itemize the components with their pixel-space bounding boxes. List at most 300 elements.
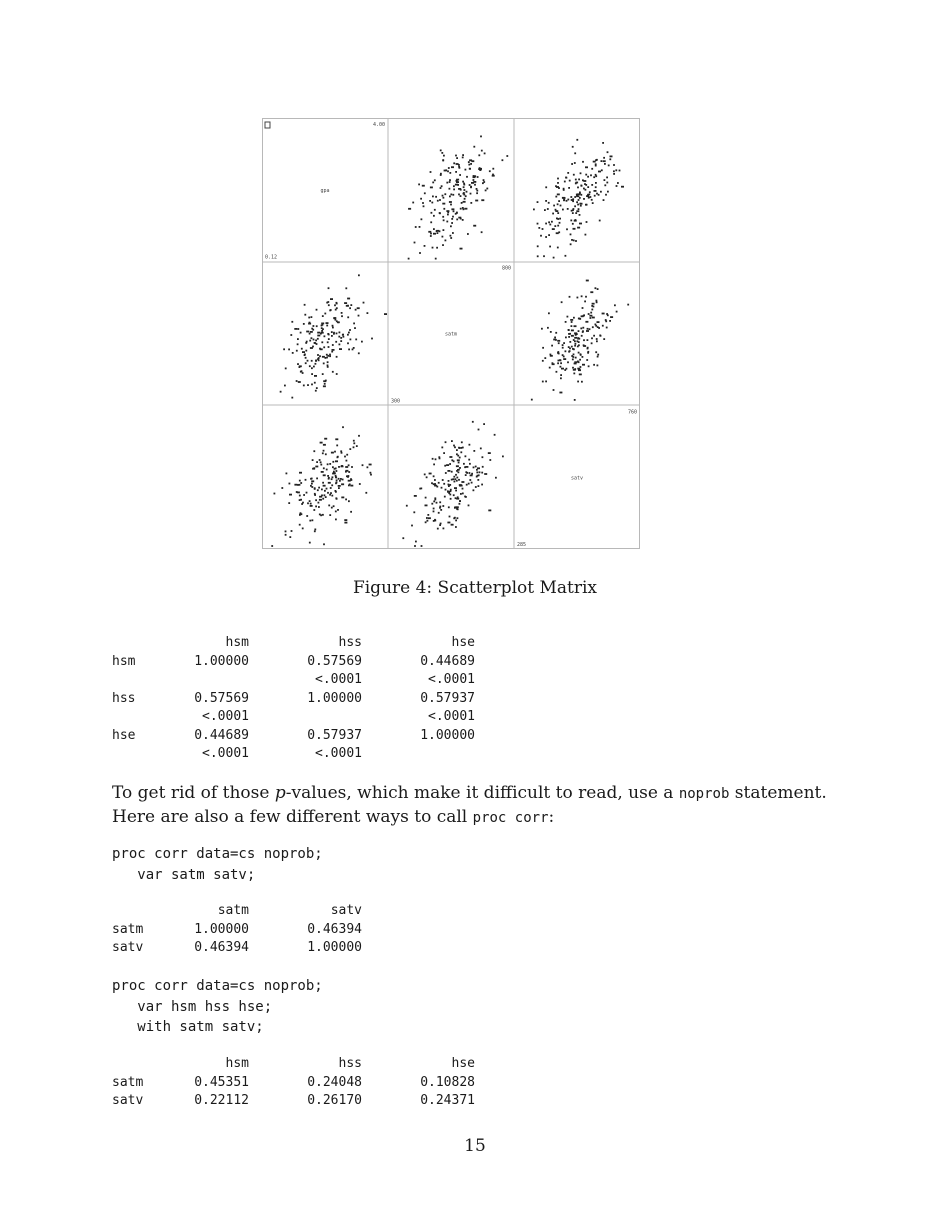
scatter-point bbox=[448, 484, 450, 486]
scatter-point bbox=[427, 520, 429, 522]
scatter-point bbox=[587, 186, 589, 188]
scatter-point bbox=[484, 153, 486, 155]
scatter-point bbox=[439, 458, 441, 460]
scatter-point bbox=[335, 477, 337, 479]
scatter-point bbox=[433, 511, 435, 513]
scatter-point bbox=[453, 460, 455, 462]
scatter-point bbox=[465, 496, 467, 498]
scatter-point bbox=[456, 180, 458, 182]
scatter-point bbox=[444, 170, 447, 172]
scatter-point bbox=[585, 166, 588, 168]
scatter-point bbox=[319, 459, 321, 461]
scatter-point bbox=[296, 380, 298, 382]
scatter-point bbox=[573, 317, 575, 319]
scatter-point bbox=[561, 301, 563, 303]
scatter-point bbox=[566, 228, 568, 230]
scatter-point bbox=[451, 524, 454, 526]
scatter-point bbox=[441, 185, 443, 187]
scatter-point bbox=[447, 170, 449, 172]
scatter-point bbox=[544, 209, 546, 211]
scatter-point bbox=[494, 434, 496, 436]
scatter-point bbox=[299, 472, 302, 474]
scatter-point bbox=[492, 174, 494, 176]
scatter-point bbox=[457, 184, 459, 186]
scatter-point bbox=[327, 333, 329, 335]
scatter-point bbox=[453, 445, 455, 447]
scatter-point bbox=[436, 486, 438, 488]
scatter-point bbox=[456, 212, 458, 214]
scatter-point bbox=[484, 473, 487, 475]
scatter-point bbox=[468, 161, 470, 163]
scatter-point bbox=[427, 514, 429, 516]
scatter-point bbox=[613, 173, 615, 175]
scatter-point bbox=[312, 459, 314, 461]
scatter-point bbox=[340, 478, 342, 480]
scatter-point bbox=[425, 521, 427, 523]
scatter-point bbox=[614, 304, 616, 306]
scatter-point bbox=[439, 230, 441, 232]
scatter-point bbox=[328, 482, 331, 484]
scatter-point bbox=[583, 315, 585, 317]
scatter-point bbox=[570, 319, 573, 321]
scatter-point bbox=[449, 196, 451, 198]
diagonal-variable-label: satm bbox=[444, 331, 458, 338]
scatter-point bbox=[443, 197, 445, 199]
scatter-point bbox=[563, 189, 565, 191]
axis-min-label: 285 bbox=[517, 542, 527, 549]
scatter-point bbox=[452, 194, 454, 196]
scatter-point bbox=[328, 477, 330, 479]
scatter-point bbox=[595, 165, 597, 167]
scatter-point bbox=[548, 202, 550, 204]
scatter-point bbox=[462, 493, 464, 495]
scatter-point bbox=[328, 287, 330, 289]
scatter-point bbox=[565, 321, 567, 323]
scatter-point bbox=[338, 485, 341, 487]
scatter-point bbox=[331, 331, 333, 333]
scatter-point bbox=[297, 343, 299, 345]
scatter-point bbox=[482, 466, 484, 468]
scatterplot-matrix-figure bbox=[262, 118, 640, 549]
scatter-point bbox=[470, 193, 472, 195]
scatter-point bbox=[592, 202, 594, 204]
scatter-point bbox=[608, 165, 610, 167]
scatter-point bbox=[356, 445, 358, 447]
code-line: proc corr data=cs noprob; bbox=[112, 978, 323, 994]
scatter-point bbox=[610, 156, 613, 158]
scatter-point bbox=[481, 199, 484, 201]
scatter-point bbox=[335, 319, 337, 321]
scatter-point bbox=[473, 225, 476, 227]
scatter-point bbox=[570, 234, 572, 236]
scatter-point bbox=[569, 348, 571, 350]
scatter-point bbox=[331, 484, 333, 486]
scatter-point bbox=[327, 366, 329, 368]
scatter-point bbox=[482, 456, 484, 458]
scatter-point bbox=[548, 312, 550, 314]
scatter-point bbox=[593, 364, 595, 366]
scatter-point bbox=[572, 367, 574, 369]
scatter-point bbox=[469, 168, 471, 170]
scatter-point bbox=[574, 205, 576, 207]
scatter-point bbox=[448, 492, 450, 494]
scatter-point bbox=[553, 339, 556, 341]
scatter-point bbox=[280, 391, 282, 393]
scatter-point bbox=[586, 280, 589, 282]
scatter-point bbox=[302, 528, 304, 530]
scatter-point bbox=[567, 361, 569, 363]
row-label: satm bbox=[112, 921, 144, 937]
table-cell: 0.57937 bbox=[420, 690, 475, 706]
scatter-point bbox=[575, 343, 577, 345]
scatter-point bbox=[596, 300, 598, 302]
scatter-point bbox=[458, 164, 460, 166]
scatter-point bbox=[438, 512, 440, 514]
scatter-point bbox=[440, 509, 442, 511]
scatter-point bbox=[595, 287, 597, 289]
scatter-point bbox=[331, 495, 333, 497]
scatter-point bbox=[439, 507, 441, 509]
scatter-point bbox=[444, 465, 446, 467]
scatter-point bbox=[289, 536, 291, 538]
scatter-point bbox=[460, 248, 463, 250]
scatter-point bbox=[307, 360, 309, 362]
scatter-point bbox=[330, 298, 333, 300]
scatter-point bbox=[328, 505, 330, 507]
scatter-point bbox=[351, 479, 353, 481]
scatter-point bbox=[439, 524, 441, 526]
scatter-point bbox=[332, 327, 334, 329]
scatter-point bbox=[604, 184, 606, 186]
scatter-point bbox=[446, 182, 448, 184]
scatter-point bbox=[462, 219, 464, 221]
scatter-point bbox=[442, 244, 444, 246]
table-cell: 0.24371 bbox=[420, 1093, 475, 1108]
scatter-point bbox=[594, 190, 597, 192]
scatter-point bbox=[332, 476, 334, 478]
scatter-point bbox=[597, 288, 599, 290]
scatter-point bbox=[362, 464, 364, 466]
scatter-point bbox=[580, 203, 583, 205]
scatter-point bbox=[323, 467, 325, 469]
scatter-point bbox=[458, 479, 460, 481]
scatter-point bbox=[462, 157, 464, 159]
scatter-point bbox=[573, 369, 576, 371]
scatter-point bbox=[590, 174, 592, 176]
axis-max-label: 760 bbox=[627, 409, 637, 416]
column-header: hsm bbox=[225, 635, 249, 650]
scatter-point bbox=[337, 509, 339, 511]
scatter-point bbox=[451, 208, 454, 210]
scatter-point bbox=[591, 168, 593, 170]
scatter-point bbox=[442, 505, 444, 507]
scatter-point bbox=[303, 323, 305, 325]
scatter-point bbox=[342, 479, 344, 481]
scatter-point bbox=[313, 366, 315, 368]
scatter-point bbox=[502, 456, 504, 458]
scatter-point bbox=[424, 245, 426, 247]
scatter-point bbox=[449, 181, 451, 183]
scatter-point bbox=[481, 472, 483, 474]
axis-min-label: 300 bbox=[391, 398, 401, 405]
scatter-point bbox=[323, 543, 325, 545]
scatter-point bbox=[575, 212, 577, 214]
scatter-point bbox=[478, 154, 480, 156]
scatter-point bbox=[302, 372, 304, 374]
scatter-point bbox=[406, 505, 408, 507]
scatter-point bbox=[619, 170, 621, 172]
scatter-point bbox=[592, 317, 595, 319]
scatter-point bbox=[578, 179, 580, 181]
scatter-point bbox=[291, 321, 293, 323]
scatter-point bbox=[581, 381, 583, 383]
scatter-point bbox=[348, 349, 350, 351]
scatter-point bbox=[565, 255, 567, 257]
scatter-point bbox=[437, 232, 439, 234]
row-label: satv bbox=[112, 940, 144, 955]
scatter-point bbox=[574, 325, 577, 327]
scatter-point bbox=[447, 490, 449, 492]
scatter-point bbox=[455, 490, 457, 492]
scatter-point bbox=[319, 496, 322, 498]
scatter-point bbox=[459, 500, 461, 502]
code-line: proc corr data=cs noprob; bbox=[112, 846, 323, 862]
scatter-point bbox=[576, 195, 579, 197]
scatter-point bbox=[285, 534, 287, 536]
scatter-point bbox=[447, 522, 450, 524]
scatter-point bbox=[298, 381, 301, 383]
scatter-point bbox=[458, 471, 460, 473]
scatter-point bbox=[336, 302, 338, 304]
scatter-point bbox=[322, 498, 324, 500]
scatter-point bbox=[577, 368, 579, 370]
scatter-point bbox=[305, 362, 307, 364]
scatter-point bbox=[408, 258, 410, 260]
scatter-point bbox=[588, 365, 590, 367]
scatter-point bbox=[591, 199, 593, 201]
scatter-point bbox=[326, 325, 328, 327]
scatter-point bbox=[284, 385, 286, 387]
scatter-point bbox=[464, 198, 466, 200]
scatter-point bbox=[478, 485, 480, 487]
scatter-point bbox=[322, 514, 324, 516]
scatter-point bbox=[438, 482, 440, 484]
scatter-point bbox=[437, 528, 439, 530]
scatter-point bbox=[567, 172, 569, 174]
scatter-point bbox=[582, 179, 584, 181]
body-paragraph: To get rid of those p-values, which make it difficult to read, use a noprob statement. Here are also a few different ways to call proc corr: bbox=[112, 783, 827, 827]
table-row bbox=[112, 727, 475, 746]
scatter-point bbox=[345, 499, 347, 501]
scatter-point bbox=[347, 342, 349, 344]
scatter-point bbox=[424, 474, 426, 476]
table-cell: 0.44689 bbox=[194, 727, 249, 743]
scatter-point bbox=[331, 507, 333, 509]
scatter-point bbox=[317, 335, 320, 337]
scatter-point bbox=[348, 471, 350, 473]
scatter-point bbox=[336, 445, 338, 447]
scatter-point bbox=[585, 174, 587, 176]
scatter-point bbox=[462, 447, 464, 449]
scatter-point bbox=[349, 329, 351, 331]
scatter-point bbox=[554, 225, 556, 227]
scatter-point bbox=[560, 374, 562, 376]
code-line: var satm satv; bbox=[112, 866, 256, 883]
table-cell: 0.45351 bbox=[194, 1074, 249, 1090]
scatter-point bbox=[441, 447, 443, 449]
scatter-point bbox=[353, 446, 355, 448]
scatter-point bbox=[300, 512, 302, 514]
scatter-point bbox=[598, 194, 600, 196]
scatter-point bbox=[469, 472, 471, 474]
scatter-point bbox=[577, 381, 579, 383]
scatter-point bbox=[306, 331, 309, 333]
scatter-point bbox=[578, 208, 580, 210]
pvalue-cell: <.0001 bbox=[428, 709, 475, 724]
scatter-point bbox=[593, 161, 596, 163]
scatter-point bbox=[309, 340, 311, 342]
scatter-point bbox=[586, 195, 589, 197]
scatter-point bbox=[446, 221, 448, 223]
scatter-point bbox=[602, 325, 604, 327]
scatter-point bbox=[326, 354, 328, 356]
scatter-point bbox=[577, 187, 579, 189]
scatter-point bbox=[477, 176, 479, 178]
scatter-point bbox=[346, 460, 348, 462]
scatter-point bbox=[313, 339, 315, 341]
scatter-point bbox=[562, 344, 564, 346]
scatter-point bbox=[299, 480, 301, 482]
scatter-point bbox=[442, 479, 444, 481]
scatter-point bbox=[363, 302, 365, 304]
scatter-point bbox=[616, 311, 618, 313]
scatter-point bbox=[591, 305, 593, 307]
pvalue-row bbox=[112, 745, 475, 764]
scatter-point bbox=[449, 172, 451, 174]
scatter-point bbox=[310, 505, 313, 507]
scatter-point bbox=[450, 498, 452, 500]
scatter-point bbox=[598, 171, 601, 173]
scatter-point bbox=[335, 309, 337, 311]
scatter-point bbox=[371, 338, 373, 340]
scatter-point bbox=[309, 520, 311, 522]
scatter-point bbox=[299, 365, 302, 367]
scatter-point bbox=[339, 344, 341, 346]
scatter-point bbox=[555, 196, 557, 198]
scatter-point bbox=[443, 452, 445, 454]
scatter-point bbox=[542, 347, 544, 349]
scatter-point bbox=[285, 531, 287, 533]
scatter-point bbox=[432, 458, 434, 460]
scatter-point bbox=[312, 468, 315, 470]
scatter-point bbox=[332, 325, 334, 327]
scatter-point bbox=[473, 179, 475, 181]
scatter-point bbox=[591, 184, 593, 186]
scatter-point bbox=[569, 350, 571, 352]
scatter-point bbox=[436, 247, 438, 249]
scatter-point bbox=[367, 466, 369, 468]
scatter-point bbox=[339, 348, 342, 350]
axis-max-label: 4.00 bbox=[372, 122, 385, 128]
scatter-point bbox=[425, 497, 427, 499]
scatter-point bbox=[441, 152, 443, 154]
scatter-point bbox=[343, 336, 345, 338]
scatter-point bbox=[549, 224, 551, 226]
scatter-point bbox=[307, 502, 309, 504]
scatter-point bbox=[541, 328, 543, 330]
scatter-point bbox=[465, 471, 467, 473]
scatter-point bbox=[585, 204, 587, 206]
diagonal-variable-label: satv bbox=[570, 475, 584, 482]
scatter-point bbox=[466, 176, 468, 178]
scatter-point bbox=[476, 472, 478, 474]
scatter-point bbox=[562, 347, 564, 349]
scatter-point bbox=[477, 475, 479, 477]
scatter-point bbox=[570, 196, 572, 198]
scatter-point bbox=[557, 362, 559, 364]
scatter-point bbox=[288, 502, 290, 504]
table-cell: 0.26170 bbox=[307, 1093, 362, 1108]
scatter-point bbox=[587, 352, 589, 354]
scatter-point bbox=[577, 338, 580, 340]
scatter-point bbox=[537, 255, 539, 257]
scatter-point bbox=[345, 287, 347, 289]
scatter-point bbox=[564, 181, 566, 183]
scatter-point bbox=[408, 208, 411, 210]
scatter-point bbox=[455, 474, 457, 476]
scatter-point bbox=[444, 193, 446, 195]
scatter-point bbox=[486, 188, 488, 190]
scatter-point bbox=[329, 354, 331, 356]
scatter-point bbox=[585, 184, 587, 186]
scatter-point bbox=[589, 191, 591, 193]
scatter-point bbox=[432, 196, 434, 198]
pvalue-cell: <.0001 bbox=[428, 672, 475, 687]
scatter-point bbox=[341, 312, 343, 314]
scatter-point bbox=[305, 479, 307, 481]
scatter-point bbox=[309, 333, 311, 335]
scatter-point bbox=[450, 204, 452, 206]
scatter-point bbox=[297, 363, 299, 365]
scatter-point bbox=[443, 528, 445, 530]
scatter-point bbox=[446, 464, 449, 466]
p-italic: p bbox=[274, 783, 286, 803]
table-row bbox=[112, 1074, 475, 1093]
scatter-point bbox=[369, 464, 372, 466]
scatter-point bbox=[296, 491, 298, 493]
scatter-point bbox=[453, 189, 455, 191]
pvalue-row bbox=[112, 671, 475, 690]
scatter-point bbox=[578, 352, 580, 354]
scatter-point bbox=[421, 545, 423, 547]
scatter-point bbox=[545, 236, 547, 238]
scatter-point bbox=[601, 160, 603, 162]
scatter-point bbox=[464, 208, 467, 210]
scatter-point bbox=[299, 524, 301, 526]
scatter-point bbox=[326, 488, 328, 490]
scatter-point bbox=[548, 221, 550, 223]
scatter-point bbox=[442, 216, 444, 218]
scatter-point bbox=[464, 189, 466, 191]
scatter-point bbox=[537, 223, 539, 225]
scatter-point bbox=[317, 338, 319, 340]
scatter-point bbox=[466, 484, 468, 486]
scatter-point bbox=[550, 331, 552, 333]
scatter-point bbox=[596, 340, 598, 342]
scatter-point bbox=[476, 192, 478, 194]
scatter-point bbox=[587, 328, 589, 330]
scatter-point bbox=[312, 519, 314, 521]
